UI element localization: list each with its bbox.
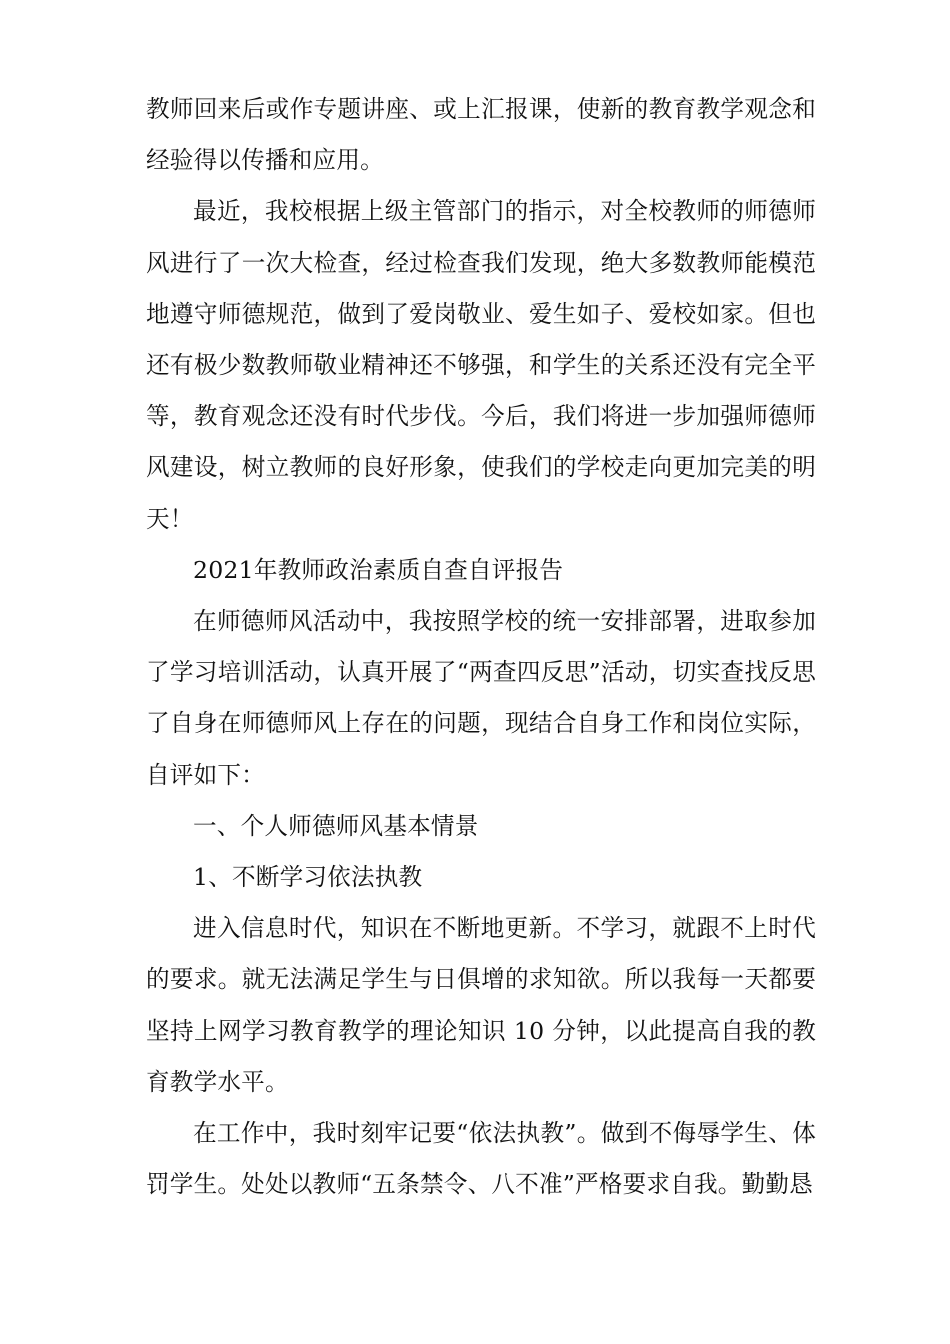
subsection-heading-1: 1、不断学习依法执教 [193, 863, 423, 892]
report-title: 2021年教师政治素质自查自评报告 [193, 555, 564, 584]
paragraph-learning: 进入信息时代，知识在不断地更新。不学习，就跟不上时代的要求。就无法满足学生与日俱增的求知欲。所以我每一天都要坚持上网学习教育教学的理论知识 10 分钟，以此提高自我的教育教学水平。 [146, 914, 816, 1096]
section-heading-1: 一、个人师德师风基本情景 [193, 811, 479, 840]
paragraph-law-teaching: 在工作中，我时刻牢记要“依法执教”。做到不侮辱学生、体罚学生。处处以教师“五条禁令、八不准”严格要求自我。勤勤恳 [146, 1119, 816, 1199]
paragraph-intro: 在师德师风活动中，我按照学校的统一安排部署，进取参加了学习培训活动，认真开展了“两查四反思”活动，切实查找反思了自身在师德师风上存在的问题，现结合自身工作和岗位实际，自评如下： [146, 607, 816, 789]
document-body [146, 84, 816, 1210]
paragraph-continuation: 教师回来后或作专题讲座、或上汇报课，使新的教育教学观念和经验得以传播和应用。 [146, 95, 816, 175]
paragraph-inspection: 最近，我校根据上级主管部门的指示，对全校教师的师德师风进行了一次大检查，经过检查我们发现，绝大多数教师能模范地遵守师德规范，做到了爱岗敬业、爱生如子、爱校如家。但也还有极少数教师敬业精神还不够强，和学生的关系还没有完全平等，教育观念还没有时代步伐。今后，我们将进一步加强师德师风建设，树立教师的良好形象，使我们的学校走向更加完美的明天！ [146, 197, 816, 533]
